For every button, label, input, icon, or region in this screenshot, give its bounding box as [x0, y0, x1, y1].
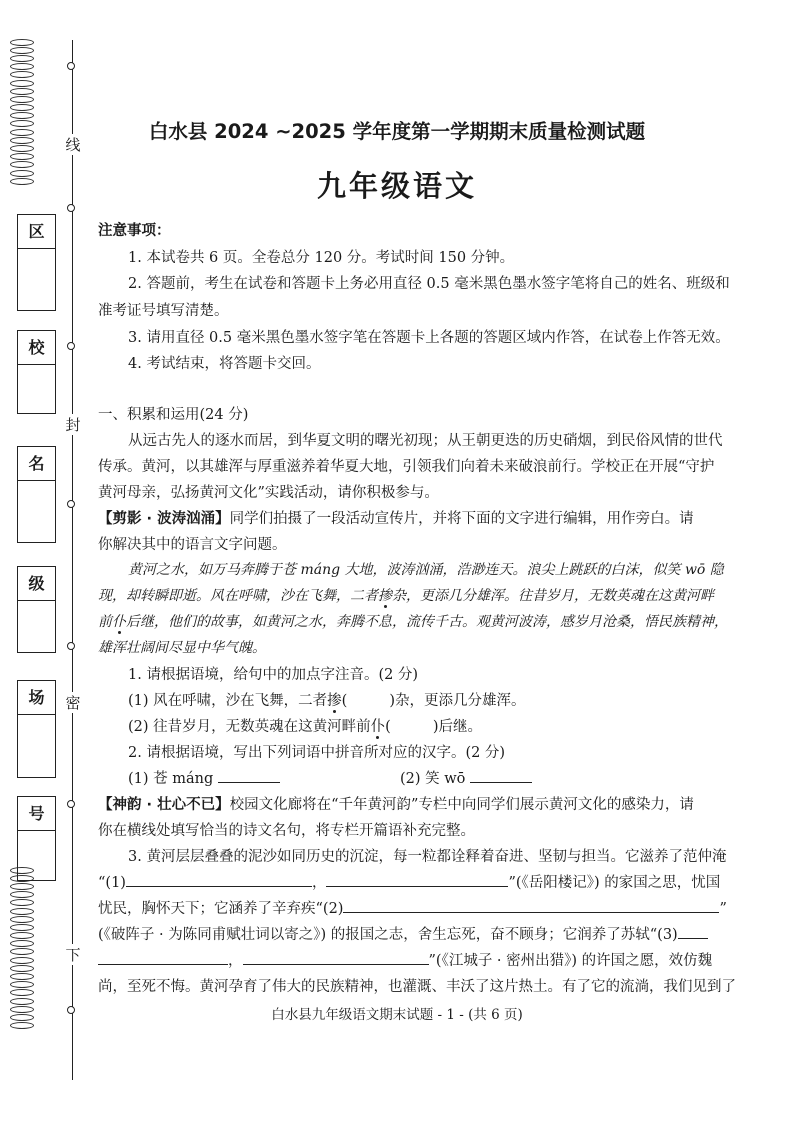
- binding-ring: [67, 642, 75, 650]
- q1-text: (1) 风在呼啸，沙在飞舞，二者: [128, 693, 328, 709]
- answer-blank[interactable]: [470, 768, 532, 783]
- notice-heading: 注意事项：: [98, 223, 171, 239]
- q2-text: (2) 笑 wō: [400, 771, 466, 787]
- q1-item-1: [128, 689, 526, 710]
- binding-ring: [67, 500, 75, 508]
- q1-text: 杂，更添几分雄浑。: [395, 693, 526, 709]
- part2-intro: [98, 793, 694, 814]
- q3-line: (《破阵子 · 为陈同甫赋壮词以寄之》) 的报国之志，舍生忘死，奋不顾身；它润养了苏轼“(3): [98, 923, 708, 944]
- notice-item: 4. 考试结束，将答题卡交回。: [128, 356, 321, 372]
- dotted-char: 仆: [370, 719, 386, 735]
- intro-line: 黄河母亲，弘扬黄河文化”实践活动，请你积极参与。: [98, 485, 439, 501]
- passage-text: 杂，更添几分雄浑。往昔岁月，无数英魂在这黄河畔: [392, 588, 714, 604]
- q3-line: 尚，至死不悔。黄河孕育了伟大的民族精神，也灌溉、丰沃了这片热土。有了它的流淌，我们见到了: [98, 979, 736, 995]
- answer-blank[interactable]: [343, 898, 719, 913]
- passage-line: [98, 585, 714, 605]
- answer-paren[interactable]: ( ): [385, 719, 439, 735]
- passage-line: 黄河之水，如万马奔腾于苍 máng 大地，波涛汹涌，浩渺连天。浪尖上跳跃的白沫，似笑 wō 隐: [128, 562, 724, 578]
- field-room[interactable]: [17, 680, 56, 778]
- q3-line: 忧民，胸怀天下；它涵养了辛弃疾“(2) ”: [98, 897, 727, 918]
- q3-line: “(1) ， ”(《岳阳楼记》) 的家国之思，忧国: [98, 871, 720, 892]
- binding-word-line: 线: [65, 136, 81, 154]
- field-district-label: 区: [18, 215, 55, 249]
- passage-text: 后继，他们的故事，如黄河之水，奔腾不息，流传千古。观黄河波涛，感岁月沧桑，悟民族精神，: [126, 614, 728, 630]
- exam-title: 白水县 2024 ~2025 学年度第一学期期末质量检测试题: [148, 120, 646, 143]
- field-room-label: 场: [18, 681, 55, 715]
- part2-desc: 校园文化廊将在“千年黄河韵”专栏中向同学们展示黄河文化的感染力，请: [229, 797, 694, 813]
- binding-word-seal: 封: [65, 416, 81, 434]
- answer-blank[interactable]: [678, 924, 708, 939]
- field-district[interactable]: [17, 214, 56, 311]
- field-school-label: 校: [18, 331, 55, 365]
- field-class[interactable]: [17, 566, 56, 653]
- answer-blank[interactable]: [243, 950, 429, 965]
- part2-desc-cont: 你在横线处填写恰当的诗文名句，将专栏开篇语补充完整。: [98, 823, 475, 839]
- q2-stem: 2. 请根据语境，写出下列词语中拼音所对应的汉字。(2 分): [128, 745, 506, 761]
- section-heading: 一、积累和运用(24 分): [98, 407, 249, 423]
- binding-ring: [67, 62, 75, 70]
- notice-item: 准考证号填写清楚。: [98, 303, 229, 319]
- notice-item: 2. 答题前，考生在试卷和答题卡上务必用直径 0.5 毫米黑色墨水签字笔将自己的姓名、班级和: [128, 276, 730, 292]
- part1-desc: 同学们拍摄了一段活动宣传片，并将下面的文字进行编辑，用作旁白。请: [229, 511, 694, 527]
- field-number-label: 号: [18, 797, 55, 831]
- answer-blank[interactable]: [326, 872, 508, 887]
- passage-text: 现，却转瞬即逝。风在呼啸，沙在飞舞，二者: [98, 588, 378, 604]
- subject-title: 九年级语文: [316, 169, 477, 203]
- part2-tag: 【神韵 · 壮心不已】: [98, 797, 230, 813]
- q2-text: (1) 苍 máng: [128, 771, 214, 787]
- dotted-char: 掺: [327, 693, 342, 709]
- intro-line: 传承。黄河，以其雄浑与厚重滋养着华夏大地，引领我们向着未来破浪前行。学校正在开展“守护: [98, 459, 715, 475]
- field-school[interactable]: [17, 330, 56, 414]
- part1-tag: 【剪影 · 波涛汹涌】: [98, 511, 230, 527]
- passage-line: 雄浑壮阔间尽显中华气魄。: [98, 640, 266, 656]
- passage-text: 前: [98, 614, 112, 630]
- binding-word-under: 下: [65, 946, 81, 964]
- passage-line: [98, 611, 728, 631]
- field-name-label: 名: [18, 447, 55, 481]
- q1-text: 后继。: [438, 719, 482, 735]
- notice-item: 3. 请用直径 0.5 毫米黑色墨水签字笔在答题卡上各题的答题区域内作答，在试卷上作答无效。: [128, 330, 730, 346]
- dotted-char: 仆: [112, 614, 126, 630]
- page-footer: 白水县九年级语文期末试题 - 1 - (共 6 页): [271, 1007, 523, 1023]
- part1-intro: [98, 507, 694, 528]
- part1-desc-cont: 你解决其中的语言文字问题。: [98, 537, 287, 553]
- q1-item-2: [128, 715, 482, 736]
- q2-item-1: [128, 767, 280, 788]
- q3-line: ， ”(《江城子 · 密州出猎》) 的许国之愿，效仿魏: [98, 949, 712, 970]
- q2-item-2: [400, 767, 532, 788]
- q3-line: 3. 黄河层层叠叠的泥沙如同历史的沉淀，每一粒都诠释着奋进、坚韧与担当。它滋养了范仲淹: [128, 849, 727, 865]
- q1-stem: 1. 请根据语境，给句中的加点字注音。(2 分): [128, 667, 419, 683]
- answer-blank[interactable]: [218, 768, 280, 783]
- q1-text: (2) 往昔岁月，无数英魂在这黄河畔前: [128, 719, 371, 735]
- field-number[interactable]: [17, 796, 56, 881]
- answer-blank[interactable]: [98, 950, 228, 965]
- dotted-char: 掺: [378, 588, 392, 604]
- binding-word-secret: 密: [65, 694, 81, 712]
- binding-ring: [67, 204, 75, 212]
- answer-blank[interactable]: [126, 872, 312, 887]
- binding-ring: [67, 800, 75, 808]
- binding-ring: [67, 342, 75, 350]
- notice-item: 1. 本试卷共 6 页。全卷总分 120 分。考试时间 150 分钟。: [128, 250, 515, 266]
- field-name[interactable]: [17, 446, 56, 543]
- intro-line: 从远古先人的逐水而居，到华夏文明的曙光初现；从王朝更迭的历史硝烟，到民俗风情的世代: [128, 433, 723, 449]
- field-class-label: 级: [18, 567, 55, 601]
- answer-paren[interactable]: ( ): [341, 693, 395, 709]
